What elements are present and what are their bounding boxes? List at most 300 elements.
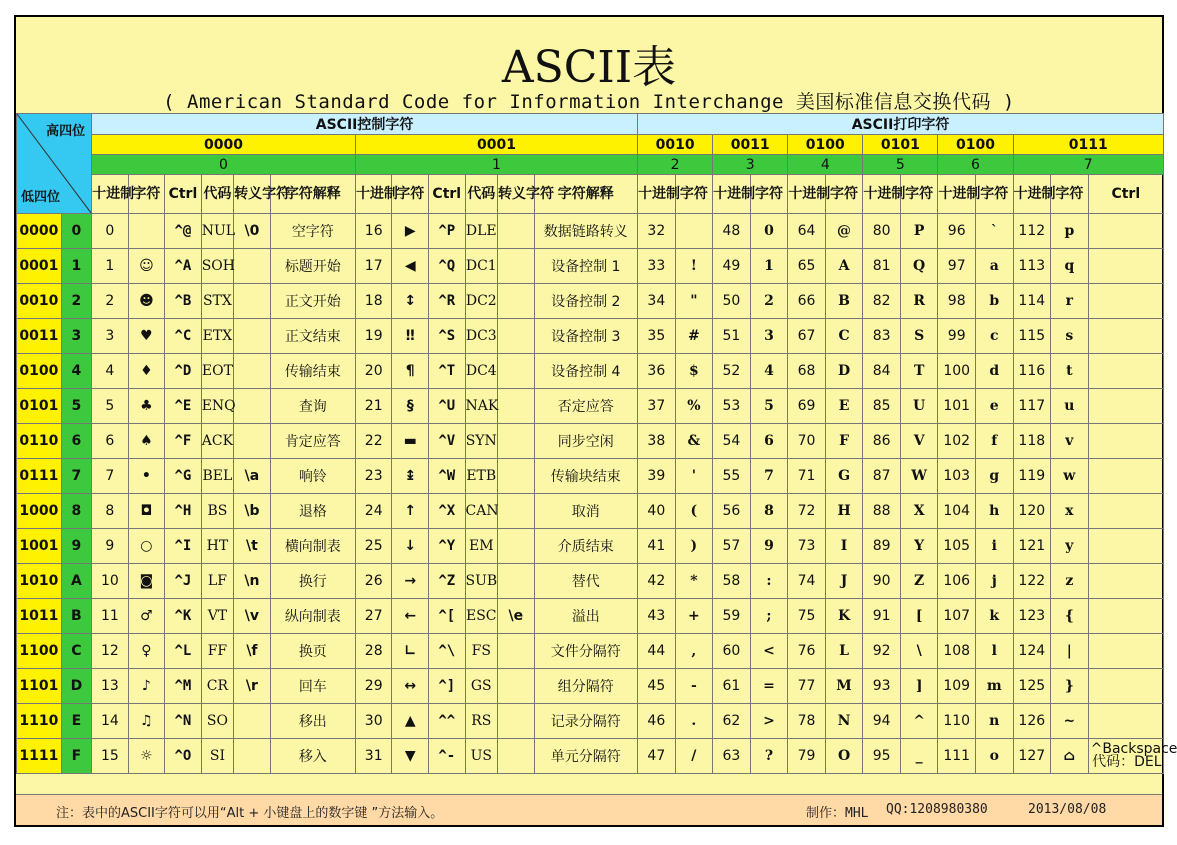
print-char: M: [825, 669, 863, 704]
print-dec-value: 110: [938, 704, 976, 739]
print-dec-value: 42: [638, 564, 676, 599]
ctrl-description: 替代: [534, 564, 638, 599]
ctrl-description: 移入: [270, 739, 355, 774]
ctrl-escape: [498, 424, 535, 459]
row-low-bin: 1011: [17, 599, 62, 634]
print-dec-value: 106: [938, 564, 976, 599]
row-low-hex: A: [61, 564, 91, 599]
print-char: [675, 214, 713, 249]
ctrl-escape: [234, 284, 271, 319]
ctrl-escape: [234, 354, 271, 389]
print-char: *: [675, 564, 713, 599]
print-char: s: [1051, 319, 1089, 354]
print-char: L: [825, 634, 863, 669]
print-char: u: [1051, 389, 1089, 424]
print-dec-value: 82: [863, 284, 901, 319]
ctrl-key-combo: ^B: [165, 284, 202, 319]
print-char: U: [900, 389, 938, 424]
table-row: [17, 214, 1164, 249]
print-dec-value: 36: [638, 354, 676, 389]
table-row: [17, 424, 1164, 459]
print-char: p: [1051, 214, 1089, 249]
ctrl-dec-value: 23: [355, 459, 392, 494]
table-row: [17, 494, 1164, 529]
print-dec-value: 95: [863, 739, 901, 774]
ctrl-dec-value: 30: [355, 704, 392, 739]
ctrl-description: 响铃: [270, 459, 355, 494]
col-header-char: 字符: [750, 175, 788, 214]
col-header-char: 字符: [975, 175, 1013, 214]
empty-ctrl-cell: [1088, 704, 1163, 739]
print-dec-value: 119: [1013, 459, 1051, 494]
row-low-hex: 7: [61, 459, 91, 494]
print-dec-value: 52: [713, 354, 751, 389]
ctrl-char-symbol: ♥: [128, 319, 165, 354]
ctrl-escape: [498, 704, 535, 739]
ctrl-escape: [498, 214, 535, 249]
col-header-dec: 十进制: [938, 175, 976, 214]
ctrl-description: 介质结束: [534, 529, 638, 564]
ctrl-description: 标题开始: [270, 249, 355, 284]
print-char: Q: [900, 249, 938, 284]
print-char: t: [1051, 354, 1089, 389]
ctrl-code: RS: [465, 704, 497, 739]
ctrl-escape: [498, 529, 535, 564]
ctrl-description: 数据链路转义: [534, 214, 638, 249]
ctrl-dec-value: 24: [355, 494, 392, 529]
print-char: o: [975, 739, 1013, 774]
ctrl-dec-value: 5: [92, 389, 129, 424]
row-low-bin: 1111: [17, 739, 62, 774]
ctrl-description: 记录分隔符: [534, 704, 638, 739]
print-dec-value: 34: [638, 284, 676, 319]
ctrl-dec-value: 0: [92, 214, 129, 249]
row-low-bin: 1000: [17, 494, 62, 529]
row-low-hex: 1: [61, 249, 91, 284]
empty-ctrl-cell: [1088, 424, 1163, 459]
ctrl-key-combo: ^I: [165, 529, 202, 564]
print-char: S: [900, 319, 938, 354]
ctrl-key-combo: ^D: [165, 354, 202, 389]
print-dec-value: 54: [713, 424, 751, 459]
row-low-bin: 0010: [17, 284, 62, 319]
empty-ctrl-cell: [1088, 599, 1163, 634]
ctrl-dec-value: 3: [92, 319, 129, 354]
print-char: O: [825, 739, 863, 774]
col-header-ctrl: Ctrl: [1088, 175, 1163, 214]
ctrl-escape: \t: [234, 529, 271, 564]
print-dec-value: 40: [638, 494, 676, 529]
print-char: T: [900, 354, 938, 389]
ctrl-dec-value: 28: [355, 634, 392, 669]
ctrl-escape: [498, 284, 535, 319]
print-dec-value: 126: [1013, 704, 1051, 739]
print-char: W: [900, 459, 938, 494]
print-char: h: [975, 494, 1013, 529]
print-dec-value: 64: [788, 214, 826, 249]
ctrl-description: 单元分隔符: [534, 739, 638, 774]
ctrl-description: 溢出: [534, 599, 638, 634]
print-dec-value: 70: [788, 424, 826, 459]
ctrl-char-symbol: ♫: [128, 704, 165, 739]
print-dec-value: 85: [863, 389, 901, 424]
col-header-dec: 十进制: [92, 175, 129, 214]
ctrl-key-combo: ^^: [429, 704, 466, 739]
ctrl-code: BEL: [201, 459, 233, 494]
ctrl-char-symbol: ▶: [392, 214, 429, 249]
print-char: H: [825, 494, 863, 529]
ctrl-code: STX: [201, 284, 233, 319]
print-dec-value: 66: [788, 284, 826, 319]
col-header-ctrl: Ctrl: [165, 175, 202, 214]
print-dec-value: 109: [938, 669, 976, 704]
print-char: y: [1051, 529, 1089, 564]
col-header-char: 字符: [128, 175, 165, 214]
row-low-bin: 0100: [17, 354, 62, 389]
print-dec-value: 90: [863, 564, 901, 599]
ctrl-escape: \0: [234, 214, 271, 249]
print-char: 7: [750, 459, 788, 494]
col-header-dec: 十进制: [1013, 175, 1051, 214]
col-header-dec: 十进制: [638, 175, 676, 214]
ctrl-dec-value: 17: [355, 249, 392, 284]
ctrl-dec-value: 8: [92, 494, 129, 529]
ctrl-escape: \a: [234, 459, 271, 494]
ctrl-description: 设备控制 3: [534, 319, 638, 354]
print-dec-value: 81: [863, 249, 901, 284]
ctrl-description: 纵向制表: [270, 599, 355, 634]
print-dec-value: 65: [788, 249, 826, 284]
col-header-char: 字符: [392, 175, 429, 214]
ctrl-code: NAK: [465, 389, 497, 424]
ascii-sheet: [14, 15, 1177, 827]
print-char: ~: [1051, 704, 1089, 739]
ctrl-char-symbol: ♠: [128, 424, 165, 459]
ctrl-dec-value: 11: [92, 599, 129, 634]
empty-ctrl-cell: [1088, 389, 1163, 424]
ctrl-description: 查询: [270, 389, 355, 424]
ctrl-char-symbol: →: [392, 564, 429, 599]
ctrl-char-symbol: ¶: [392, 354, 429, 389]
print-char: k: [975, 599, 1013, 634]
print-char: b: [975, 284, 1013, 319]
print-dec-value: 47: [638, 739, 676, 774]
ctrl-key-combo: ^V: [429, 424, 466, 459]
print-char: ): [675, 529, 713, 564]
ctrl-key-combo: ^U: [429, 389, 466, 424]
print-char: g: [975, 459, 1013, 494]
print-dec-value: 67: [788, 319, 826, 354]
print-char: %: [675, 389, 713, 424]
ctrl-key-combo: ^N: [165, 704, 202, 739]
table-row: [17, 634, 1164, 669]
col-header-desc: 字符解释: [270, 175, 355, 214]
print-dec-value: 62: [713, 704, 751, 739]
ctrl-code: ENQ: [201, 389, 233, 424]
print-dec-value: 93: [863, 669, 901, 704]
print-char: E: [825, 389, 863, 424]
ctrl-description: 同步空闲: [534, 424, 638, 459]
ctrl-dec-value: 10: [92, 564, 129, 599]
high-bits-label: 高四位: [46, 124, 86, 139]
ctrl-description: 回车: [270, 669, 355, 704]
print-dec-value: 61: [713, 669, 751, 704]
row-low-hex: 5: [61, 389, 91, 424]
print-char: 6: [750, 424, 788, 459]
footer-qq: QQ:1208980380: [886, 802, 988, 817]
corner-header: [17, 114, 92, 214]
empty-ctrl-cell: [1088, 494, 1163, 529]
high-dec-3: 3: [713, 155, 788, 175]
backspace-key-label: ^Backspace: [1090, 741, 1177, 757]
high-bin-3: 0011: [713, 135, 788, 155]
ctrl-description: 移出: [270, 704, 355, 739]
ctrl-dec-value: 13: [92, 669, 129, 704]
ctrl-code: SO: [201, 704, 233, 739]
col-header-code: 代码: [201, 175, 233, 214]
ctrl-key-combo: ^A: [165, 249, 202, 284]
print-dec-value: 56: [713, 494, 751, 529]
print-char: m: [975, 669, 1013, 704]
empty-ctrl-cell: [1088, 529, 1163, 564]
print-dec-value: 53: [713, 389, 751, 424]
ctrl-char-symbol: ▲: [392, 704, 429, 739]
ctrl-dec-value: 4: [92, 354, 129, 389]
ctrl-code: DC2: [465, 284, 497, 319]
print-dec-value: 48: [713, 214, 751, 249]
high-bin-0: 0000: [92, 135, 356, 155]
ctrl-code: HT: [201, 529, 233, 564]
print-char: i: [975, 529, 1013, 564]
print-char: 2: [750, 284, 788, 319]
print-char: \: [900, 634, 938, 669]
table-row: [17, 319, 1164, 354]
ctrl-key-combo: ^E: [165, 389, 202, 424]
ctrl-description: 换行: [270, 564, 355, 599]
row-low-hex: D: [61, 669, 91, 704]
ctrl-char-symbol: §: [392, 389, 429, 424]
ctrl-key-combo: ^G: [165, 459, 202, 494]
row-low-hex: 8: [61, 494, 91, 529]
ctrl-dec-value: 15: [92, 739, 129, 774]
ctrl-code: DC1: [465, 249, 497, 284]
print-dec-value: 37: [638, 389, 676, 424]
ctrl-code: ETB: [465, 459, 497, 494]
print-char: $: [675, 354, 713, 389]
backspace-note: [1088, 739, 1177, 774]
row-low-hex: 2: [61, 284, 91, 319]
print-dec-value: 32: [638, 214, 676, 249]
print-dec-value: 38: [638, 424, 676, 459]
print-char: ": [675, 284, 713, 319]
page-subtitle: ( American Standard Code for Information Interchange 美国标准信息交换代码 ): [163, 91, 1015, 113]
ctrl-key-combo: ^@: [165, 214, 202, 249]
ctrl-char-symbol: ◘: [128, 494, 165, 529]
empty-ctrl-cell: [1088, 634, 1163, 669]
print-char: /: [675, 739, 713, 774]
ctrl-char-symbol: ♪: [128, 669, 165, 704]
row-low-bin: 0001: [17, 249, 62, 284]
empty-ctrl-cell: [1088, 214, 1163, 249]
print-char: ⌂: [1051, 739, 1089, 774]
ctrl-escape: [234, 739, 271, 774]
ctrl-dec-value: 19: [355, 319, 392, 354]
print-char: 1: [750, 249, 788, 284]
ctrl-code: FF: [201, 634, 233, 669]
print-char: J: [825, 564, 863, 599]
print-dec-value: 111: [938, 739, 976, 774]
empty-ctrl-cell: [1088, 319, 1163, 354]
print-char: <: [750, 634, 788, 669]
table-row: [17, 354, 1164, 389]
ctrl-escape: \r: [234, 669, 271, 704]
table-row: [17, 284, 1164, 319]
print-dec-value: 98: [938, 284, 976, 319]
ctrl-code: LF: [201, 564, 233, 599]
high-dec-7: 7: [1013, 155, 1163, 175]
table-row: [17, 599, 1164, 634]
col-header-dec: 十进制: [863, 175, 901, 214]
ctrl-char-symbol: [128, 214, 165, 249]
ctrl-key-combo: ^P: [429, 214, 466, 249]
ctrl-dec-value: 9: [92, 529, 129, 564]
print-char: [: [900, 599, 938, 634]
print-dec-value: 51: [713, 319, 751, 354]
print-char: ;: [750, 599, 788, 634]
empty-ctrl-cell: [1088, 249, 1163, 284]
footer-date: 2013/08/08: [1028, 802, 1107, 817]
print-dec-value: 57: [713, 529, 751, 564]
table-row: [17, 389, 1164, 424]
print-char: C: [825, 319, 863, 354]
ctrl-escape: [498, 319, 535, 354]
col-header-dec: 十进制: [355, 175, 392, 214]
print-dec-value: 73: [788, 529, 826, 564]
print-dec-value: 103: [938, 459, 976, 494]
ctrl-key-combo: ^]: [429, 669, 466, 704]
ctrl-code: CR: [201, 669, 233, 704]
print-char: ,: [675, 634, 713, 669]
table-row: [17, 249, 1164, 284]
ctrl-dec-value: 7: [92, 459, 129, 494]
ctrl-escape: \f: [234, 634, 271, 669]
print-char: R: [900, 284, 938, 319]
ctrl-char-symbol: ▬: [392, 424, 429, 459]
ctrl-code: DLE: [465, 214, 497, 249]
print-dec-value: 87: [863, 459, 901, 494]
high-bin-2: 0010: [638, 135, 713, 155]
high-dec-4: 4: [788, 155, 863, 175]
print-char: a: [975, 249, 1013, 284]
print-dec-value: 78: [788, 704, 826, 739]
print-char: ?: [750, 739, 788, 774]
print-char: v: [1051, 424, 1089, 459]
high-dec-2: 2: [638, 155, 713, 175]
row-low-bin: 1110: [17, 704, 62, 739]
print-char: f: [975, 424, 1013, 459]
ctrl-char-symbol: ↕: [392, 284, 429, 319]
print-dec-value: 77: [788, 669, 826, 704]
ctrl-description: 传输结束: [270, 354, 355, 389]
ctrl-code: US: [465, 739, 497, 774]
print-char: Y: [900, 529, 938, 564]
ctrl-code: BS: [201, 494, 233, 529]
ascii-table: [16, 113, 1177, 774]
ctrl-char-symbol: ▼: [392, 739, 429, 774]
ctrl-key-combo: ^\: [429, 634, 466, 669]
row-low-hex: C: [61, 634, 91, 669]
high-dec-5: 5: [863, 155, 938, 175]
ctrl-char-symbol: ♦: [128, 354, 165, 389]
ctrl-description: 横向制表: [270, 529, 355, 564]
print-char: !: [675, 249, 713, 284]
ctrl-code: VT: [201, 599, 233, 634]
ctrl-code: SOH: [201, 249, 233, 284]
col-header-char: 字符: [1051, 175, 1089, 214]
ctrl-dec-value: 14: [92, 704, 129, 739]
ctrl-key-combo: ^J: [165, 564, 202, 599]
col-header-char: 字符: [825, 175, 863, 214]
print-dec-value: 91: [863, 599, 901, 634]
ctrl-escape: [498, 389, 535, 424]
ctrl-char-symbol: ↨: [392, 459, 429, 494]
print-dec-value: 44: [638, 634, 676, 669]
row-low-hex: 3: [61, 319, 91, 354]
ctrl-description: 文件分隔符: [534, 634, 638, 669]
ctrl-escape: [498, 494, 535, 529]
ctrl-escape: [234, 424, 271, 459]
ctrl-description: 正文开始: [270, 284, 355, 319]
print-dec-value: 58: [713, 564, 751, 599]
table-row: [17, 739, 1164, 774]
ctrl-escape: [498, 634, 535, 669]
print-dec-value: 117: [1013, 389, 1051, 424]
print-dec-value: 88: [863, 494, 901, 529]
ctrl-description: 组分隔符: [534, 669, 638, 704]
print-dec-value: 104: [938, 494, 976, 529]
ctrl-code: ACK: [201, 424, 233, 459]
print-char: e: [975, 389, 1013, 424]
print-dec-value: 60: [713, 634, 751, 669]
ctrl-key-combo: ^X: [429, 494, 466, 529]
ctrl-key-combo: ^Z: [429, 564, 466, 599]
print-dec-value: 114: [1013, 284, 1051, 319]
ctrl-code: FS: [465, 634, 497, 669]
print-dec-value: 68: [788, 354, 826, 389]
ctrl-description: 设备控制 1: [534, 249, 638, 284]
ctrl-dec-value: 2: [92, 284, 129, 319]
print-dec-value: 123: [1013, 599, 1051, 634]
control-group-header: ASCII控制字符: [92, 114, 638, 135]
print-dec-value: 115: [1013, 319, 1051, 354]
ctrl-escape: [234, 704, 271, 739]
ctrl-escape: \v: [234, 599, 271, 634]
ctrl-key-combo: ^L: [165, 634, 202, 669]
ctrl-key-combo: ^-: [429, 739, 466, 774]
print-char: 8: [750, 494, 788, 529]
ctrl-dec-value: 25: [355, 529, 392, 564]
ctrl-description: 设备控制 4: [534, 354, 638, 389]
print-dec-value: 124: [1013, 634, 1051, 669]
ctrl-char-symbol: ☺: [128, 249, 165, 284]
print-dec-value: 121: [1013, 529, 1051, 564]
print-dec-value: 72: [788, 494, 826, 529]
ctrl-char-symbol: ∟: [392, 634, 429, 669]
print-char: 3: [750, 319, 788, 354]
row-low-bin: 1010: [17, 564, 62, 599]
empty-ctrl-cell: [1088, 354, 1163, 389]
ascii-table-body: [17, 214, 1177, 774]
